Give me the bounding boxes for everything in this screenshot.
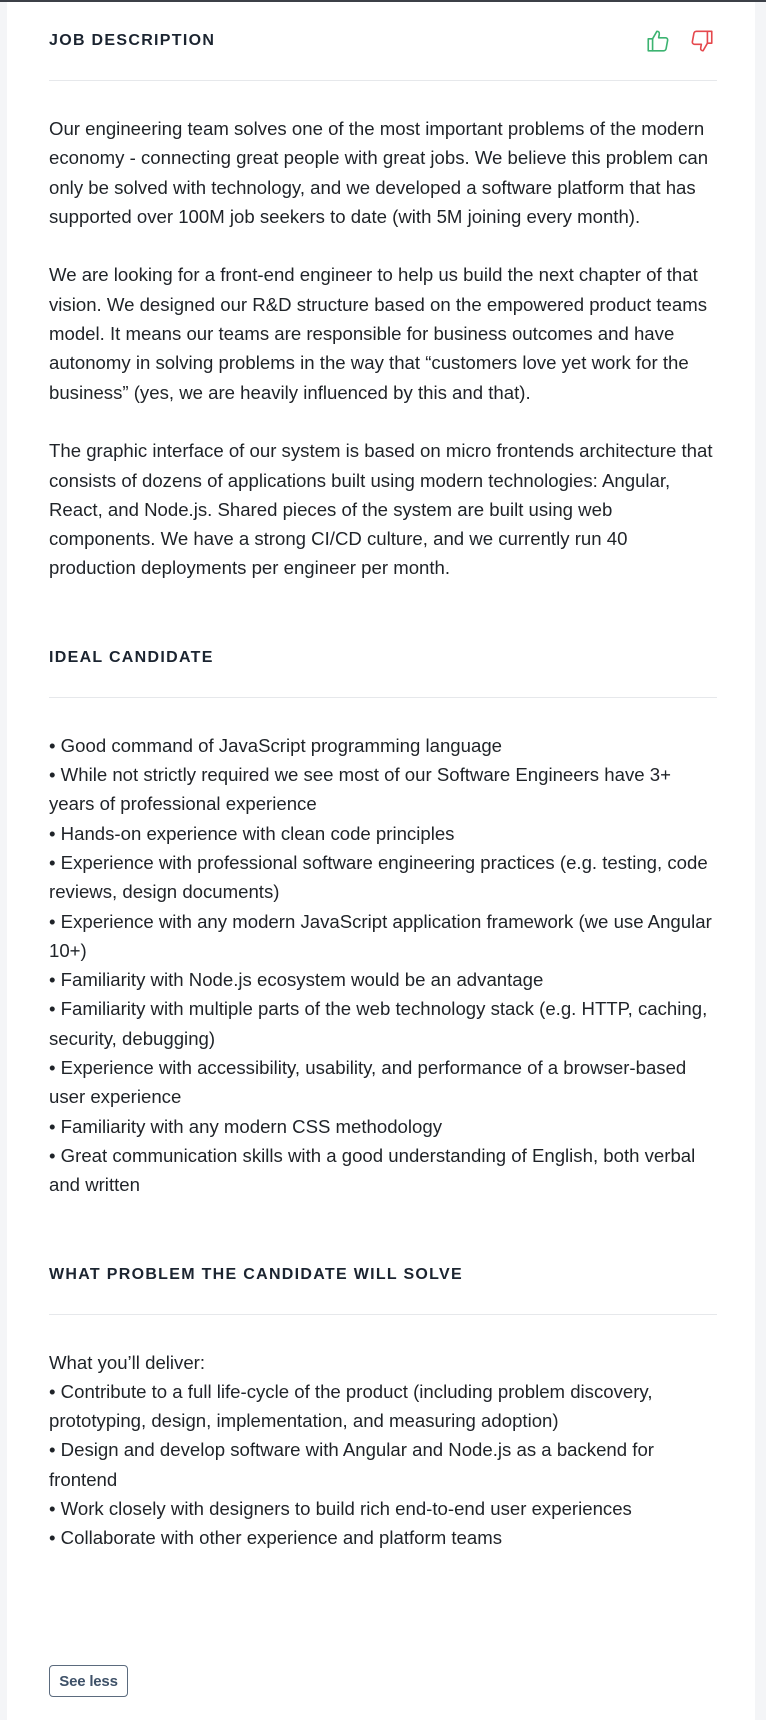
list-item: • Experience with any modern JavaScript application framework (we use Angular 10+) [49, 910, 712, 961]
job-description-paragraph: We are looking for a front-end engineer to help us build the next chapter of that vision. We designed our R&D structure based on the empowered product teams model. It means our teams are responsible for business outcomes and have autonomy in solving problems in the way that “customers love yet work for the business” (yes, we are heavily influenced by this and that). [49, 264, 708, 403]
thumbs-down-button[interactable] [687, 26, 717, 56]
problem-to-solve-header [49, 1236, 717, 1315]
list-item: • Hands-on experience with clean code principles [49, 822, 455, 844]
list-item: • Design and develop software with Angular and Node.js as a backend for frontend [49, 1439, 654, 1490]
thumbs-down-icon [689, 28, 715, 54]
list-item: • Great communication skills with a good understanding of English, both verbal and written [49, 1144, 696, 1196]
job-description-body [49, 114, 717, 583]
problem-to-solve-title: WHAT PROBLEM THE CANDIDATE WILL SOLVE [49, 1265, 464, 1283]
list-item: • Familiarity with Node.js ecosystem would be an advantage [49, 969, 544, 991]
thumbs-up-button[interactable] [643, 26, 673, 56]
ideal-candidate-title: IDEAL CANDIDATE [49, 648, 214, 666]
job-description-paragraph: The graphic interface of our system is based on micro frontends architecture that consists of dozens of applications built using modern technologies: Angular, React, and Node.js. Shared pieces of the system are built using web components. We have a strong CI/CD culture, and we currently run 40 production deployments per engineer per month. [49, 440, 713, 579]
list-item: • Contribute to a full life-cycle of the product (including problem discovery, prototyping, design, implementation, and measuring adoption) [49, 1380, 653, 1432]
ideal-candidate-list [49, 731, 717, 1200]
job-details-card [7, 2, 755, 1720]
list-item: • Familiarity with any modern CSS methodology [49, 1115, 443, 1137]
list-item: • While not strictly required we see most of our Software Engineers have 3+ years of professional experience [49, 764, 671, 815]
list-item: • Experience with accessibility, usability, and performance of a browser-based user experience [49, 1057, 687, 1108]
list-item: • Work closely with designers to build rich end-to-end user experiences [49, 1497, 632, 1519]
job-details-content [49, 2, 717, 1553]
rating-buttons [643, 26, 717, 56]
job-description-header [49, 2, 717, 81]
thumbs-up-icon [645, 28, 671, 54]
list-item: • Familiarity with multiple parts of the web technology stack (e.g. HTTP, caching, security, debugging) [49, 998, 708, 1049]
job-description-paragraph: Our engineering team solves one of the most important problems of the modern economy - connecting great people with great jobs. We believe this problem can only be solved with technology, and we developed a software platform that has supported over 100M job seekers to date (with 5M joining every month). [49, 118, 709, 227]
see-less-button[interactable]: See less [49, 1665, 128, 1697]
list-item: • Collaborate with other experience and platform teams [49, 1527, 502, 1549]
list-item: • Good command of JavaScript programming language [49, 734, 502, 756]
ideal-candidate-header [49, 619, 717, 698]
deliverables-intro: What you’ll deliver: [49, 1351, 206, 1373]
job-description-title: JOB DESCRIPTION [49, 32, 216, 49]
list-item: • Experience with professional software engineering practices (e.g. testing, code reviews, design documents) [49, 851, 708, 903]
problem-to-solve-list [49, 1348, 717, 1553]
